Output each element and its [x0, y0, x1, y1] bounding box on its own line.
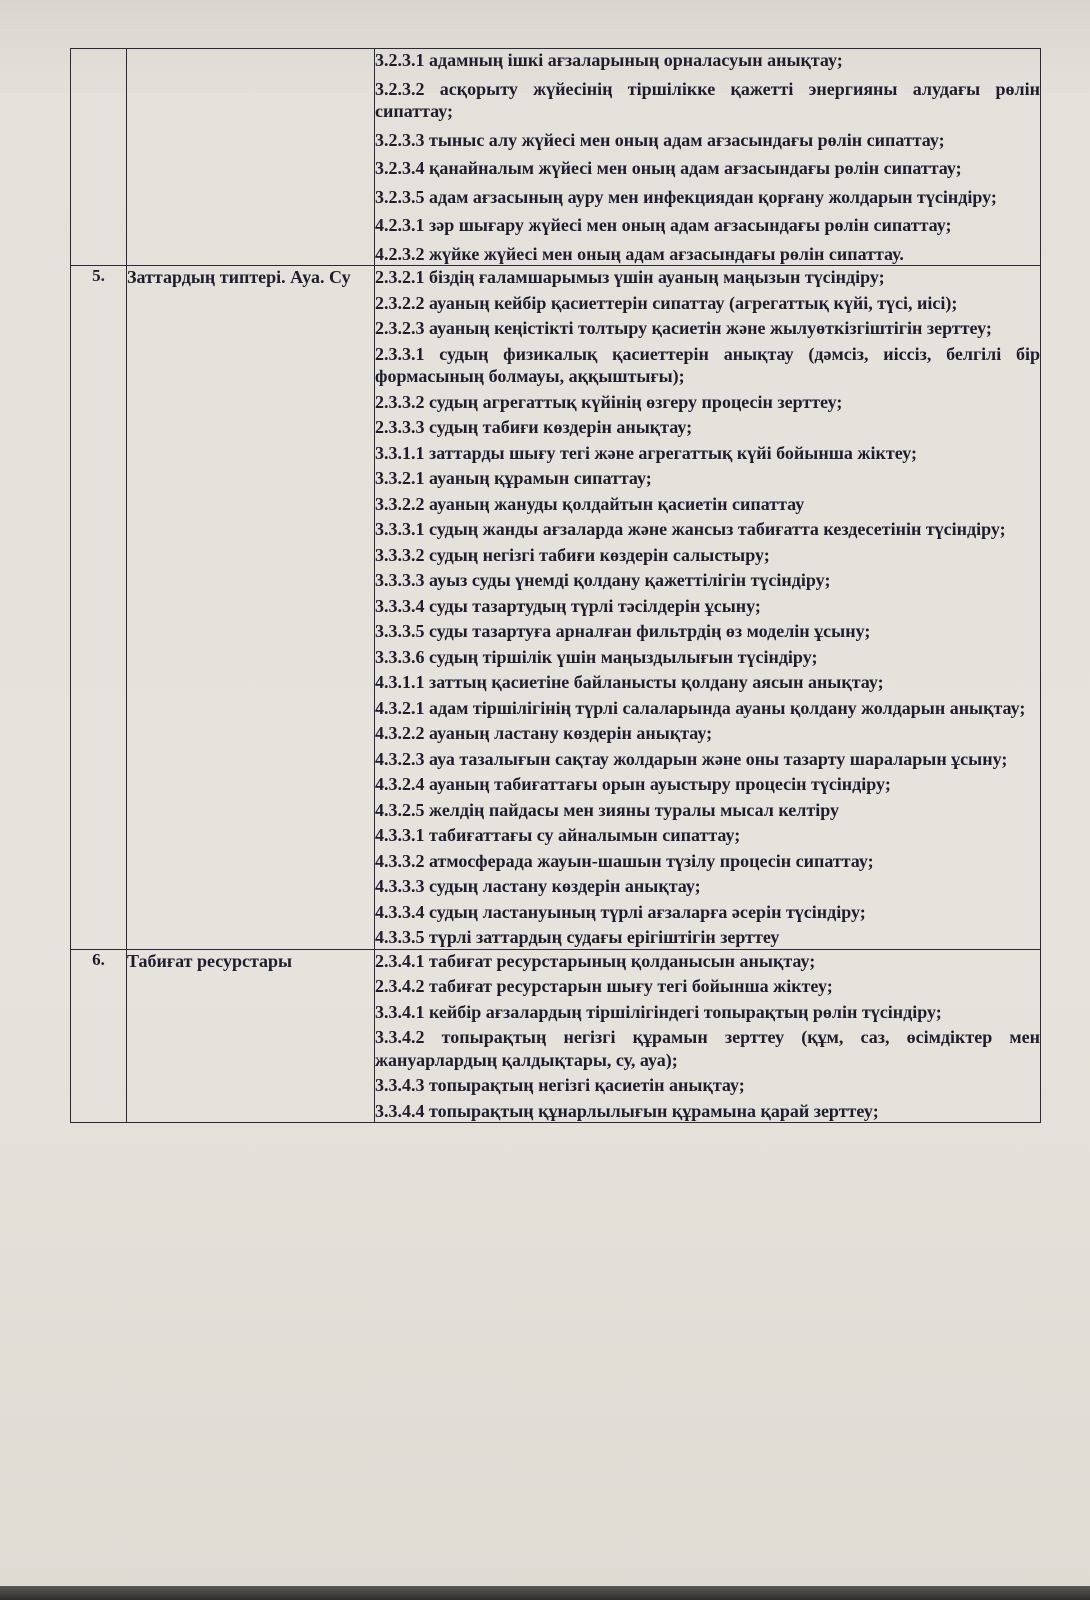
- goal-item: 4.3.3.2 атмосферада жауын-шашын түзілу процесін сипаттау;: [375, 850, 874, 871]
- goal-item: 4.2.3.1 зәр шығару жүйесі мен оның адам ағзасындағы рөлін сипаттау;: [375, 215, 952, 235]
- goal-item: 2.3.3.3 судың табиғи көздерін анықтау;: [375, 417, 693, 437]
- goal-item: 3.3.4.2 топырақтың негізгі құрамын зерттеу (құм, саз, өсімдіктер мен жануарлардың қалдықтары, су, ауа);: [375, 1027, 1040, 1070]
- goal-item: 3.3.2.1 ауаның құрамын сипаттау;: [375, 468, 652, 488]
- goals-cell: [375, 949, 1041, 1123]
- goal-item: 2.3.4.1 табиғат ресурстарының қолданысын анықтау;: [375, 950, 816, 971]
- goal-item: 2.3.4.2 табиғат ресурстарын шығу тегі бойынша жіктеу;: [375, 976, 833, 996]
- goal-item: 3.2.3.2 асқорыту жүйесінің тіршілікке қажетті энергияны алудағы рөлін сипаттау;: [375, 78, 1040, 121]
- table-row: [71, 49, 1041, 266]
- goal-item: 3.3.3.3 ауыз суды үнемді қолдану қажеттілігін түсіндіру;: [375, 570, 831, 590]
- goal-item: 3.2.3.4 қанайналым жүйесі мен оның адам ағзасындағы рөлін сипаттау;: [375, 158, 962, 178]
- row-number: 5.: [71, 266, 127, 950]
- goal-item: 3.3.3.2 судың негізгі табиғи көздерін салыстыру;: [375, 544, 770, 565]
- goal-item: 3.3.4.3 топырақтың негізгі қасиетін анықтау;: [375, 1075, 745, 1095]
- goal-item: 3.3.3.1 судың жанды ағзаларда және жансыз табиғатта кездесетінін түсіндіру;: [375, 519, 1006, 539]
- goal-item: 4.3.2.5 желдің пайдасы мен зияны туралы мысал келтіру: [375, 799, 839, 820]
- goal-item: 4.3.3.3 судың ластану көздерін анықтау;: [375, 876, 701, 896]
- goal-item: 2.3.2.2 ауаның кейбір қасиеттерін сипаттау (агрегаттық күйі, түсі, иісі);: [375, 292, 958, 313]
- row-number: [71, 49, 127, 266]
- goal-item: 4.3.3.1 табиғаттағы су айналымын сипаттау;: [375, 825, 741, 845]
- curriculum-table: [70, 48, 1041, 1123]
- table-row: [71, 266, 1041, 950]
- goal-item: 3.2.3.5 адам ағзасының ауру мен инфекциядан қорғану жолдарын түсіндіру;: [375, 186, 997, 207]
- row-topic: Табиғат ресурстары: [127, 949, 375, 1123]
- goal-item: 3.3.4.1 кейбір ағзалардың тіршілігіндегі топырақтың рөлін түсіндіру;: [375, 1001, 942, 1022]
- goal-item: 3.3.4.4 топырақтың құнарлылығын құрамына қарай зерттеу;: [375, 1100, 879, 1121]
- goal-item: 3.3.2.2 ауаның жануды қолдайтын қасиетін сипаттау: [375, 493, 805, 514]
- goal-item: 2.3.2.1 біздің ғаламшарымыз үшін ауаның маңызын түсіндіру;: [375, 267, 885, 287]
- goal-item: 2.3.2.3 ауаның кеңістікті толтыру қасиетін және жылуөткізгіштігін зерттеу;: [375, 318, 992, 338]
- goal-item: 3.2.3.3 тыныс алу жүйесі мен оның адам ағзасындағы рөлін сипаттау;: [375, 129, 945, 150]
- row-topic: Заттардың типтері. Ауа. Су: [127, 266, 375, 950]
- table-row: [71, 949, 1041, 1123]
- goals-cell: [375, 49, 1041, 266]
- goal-item: 2.3.3.1 судың физикалық қасиеттерін анықтау (дәмсіз, иіссіз, белгілі бір формасының болмауы, аққыштығы);: [375, 343, 1040, 386]
- goal-item: 4.3.3.4 судың ластануының түрлі ағзаларға әсерін түсіндіру;: [375, 901, 866, 922]
- goal-item: 3.3.3.4 суды тазартудың түрлі тәсілдерін ұсыну;: [375, 595, 761, 616]
- screen-bezel: [0, 1586, 1090, 1600]
- goal-item: 4.2.3.2 жүйке жүйесі мен оның адам ағзасындағы рөлін сипаттау.: [375, 243, 904, 264]
- goal-item: 4.3.3.5 түрлі заттардың судағы ерігіштігін зерттеу: [375, 927, 780, 947]
- goal-item: 3.3.3.5 суды тазартуға арналған фильтрдің өз моделін ұсыну;: [375, 621, 871, 641]
- goal-item: 2.3.3.2 судың агрегаттық күйінің өзгеру процесін зерттеу;: [375, 391, 843, 412]
- row-number: 6.: [71, 949, 127, 1123]
- goal-item: 3.3.1.1 заттарды шығу тегі және агрегаттық күйі бойынша жіктеу;: [375, 442, 917, 463]
- goals-cell: [375, 266, 1041, 950]
- goal-item: 4.3.1.1 заттың қасиетіне байланысты қолдану аясын анықтау;: [375, 672, 884, 692]
- goal-item: 4.3.2.4 ауаның табиғаттағы орын ауыстыру процесін түсіндіру;: [375, 774, 891, 794]
- goal-item: 4.3.2.2 ауаның ластану көздерін анықтау;: [375, 723, 713, 743]
- goal-item: 4.3.2.1 адам тіршілігінің түрлі салаларында ауаны қолдану жолдарын анықтау;: [375, 697, 1026, 718]
- row-topic: [127, 49, 375, 266]
- goal-item: 3.3.3.6 судың тіршілік үшін маңыздылығын түсіндіру;: [375, 646, 818, 667]
- goal-item: 3.2.3.1 адамның ішкі ағзаларының орналасуын анықтау;: [375, 50, 843, 70]
- goal-item: 4.3.2.3 ауа тазалығын сақтау жолдарын және оны тазарту шараларын ұсыну;: [375, 748, 1008, 769]
